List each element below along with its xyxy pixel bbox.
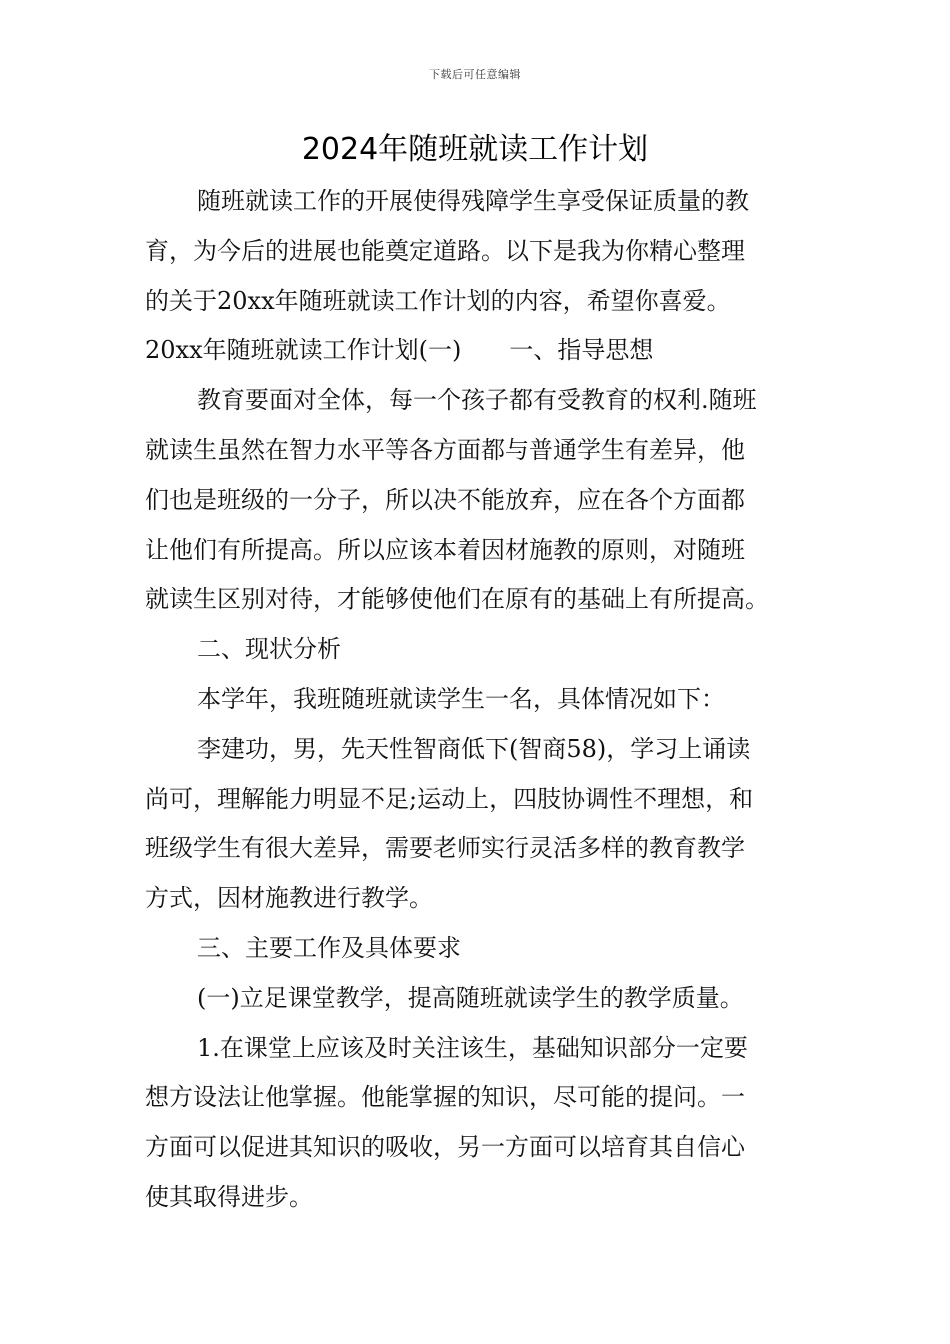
text-line: 教育要面对全体，每一个孩子都有受教育的权利.随班 (197, 386, 757, 415)
text-line: 1.在课堂上应该及时关注该生，基础知识部分一定要 (197, 1033, 748, 1062)
text-line: 的关于20xx年随班就读工作计划的内容，希望你喜爱。 (145, 286, 731, 315)
text-line: 尚可，理解能力明显不足;运动上，四肢协调性不理想，和 (145, 784, 754, 813)
text-line: 方式，因材施教进行教学。 (145, 884, 433, 913)
text-line: 让他们有所提高。所以应该本着因材施教的原则，对随班 (145, 535, 745, 564)
document-body (145, 177, 810, 1223)
text-line: 班级学生有很大差异，需要老师实行灵活多样的教育教学 (145, 834, 745, 863)
text-line: 李建功，男，先天性智商低下(智商58)，学习上诵读 (197, 734, 751, 763)
document-title: 2024年随班就读工作计划 (301, 132, 649, 167)
section-heading: 二、现状分析 (197, 635, 341, 664)
text-line: 本学年，我班随班就读学生一名，具体情况如下： (197, 684, 725, 713)
header-note: 下载后可任意编辑 (429, 68, 521, 81)
subsection-heading: (一)立足课堂教学，提高随班就读学生的教学质量。 (197, 983, 744, 1012)
text-line: 们也是班级的一分子，所以决不能放弃，应在各个方面都 (145, 485, 745, 514)
text-line: 方面可以促进其知识的吸收，另一方面可以培育其自信心 (145, 1133, 745, 1162)
text-line: 想方设法让他掌握。他能掌握的知识，尽可能的提问。一 (145, 1083, 745, 1112)
text-line: 随班就读工作的开展使得残障学生享受保证质量的教 (197, 187, 749, 215)
text-line: 就读生虽然在智力水平等各方面都与普通学生有差异，他 (145, 435, 745, 464)
section-heading: 三、主要工作及具体要求 (197, 933, 461, 962)
text-line: 使其取得进步。 (145, 1182, 313, 1211)
text-line: 育，为今后的进展也能奠定道路。以下是我为你精心整理 (145, 236, 745, 265)
text-line: 就读生区别对待，才能够使他们在原有的基础上有所提高。 (145, 585, 769, 614)
section-heading: 20xx年随班就读工作计划(一) 一、指导思想 (145, 336, 654, 365)
